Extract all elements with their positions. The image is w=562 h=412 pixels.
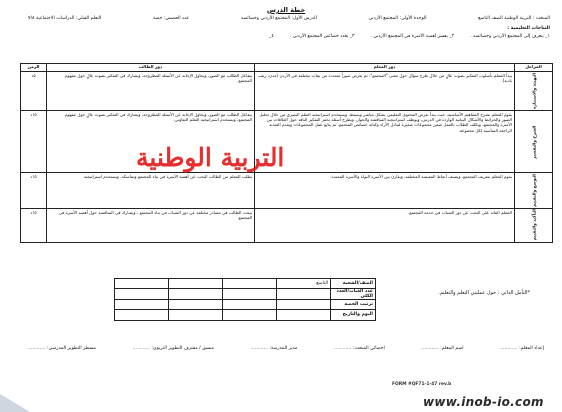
self-reflection-note: *التأمل الذاتي : حول عمليتي التعلم والتعليم. bbox=[438, 290, 530, 296]
tracking-cell bbox=[223, 279, 277, 289]
tracking-cell bbox=[169, 289, 223, 300]
table-row bbox=[21, 208, 553, 242]
tracking-cell bbox=[277, 300, 331, 310]
lesson-field: الدرس الأول: المجتمع الأردني وخصائصه bbox=[240, 16, 317, 21]
tracking-label: عدد الغياب/العدد الكلي bbox=[331, 289, 376, 300]
tracking-cell bbox=[115, 310, 169, 320]
signature-field: منسق / مشرف التطوير التربوي: ............ bbox=[132, 346, 214, 351]
tracking-row bbox=[115, 289, 376, 300]
time-header: الزمن bbox=[21, 64, 47, 72]
tracking-cell bbox=[115, 279, 169, 289]
teacher-role-cell: يقوم المعلم بشرح المفاهيم الأساسية، حيث يبدأ بعرض المحتوى التعليمي بشكل مباشر وبسيط، ويستخدم استراتيجية التعلم البصري من خلال تحليل الصور والخرائط والأشكال البيانية الواردة في الدرس، ويوظف استراتيجية المناقشة والحوار، ويطرح أسئلة تحفز التفكير الناقد حول العلاقات بين الأسرة والمجتمع، ويكلف الطلاب بالعمل ضمن مجموعات صغيرة لتبادل الآراء وكتابة خصائص المجتمع، ثم يتابع عمل المجموعات ويقدم التغذية الراجعة المناسبة لكل مجموعة. bbox=[255, 111, 515, 173]
student-role-cell: يبحث الطالب في مصادر مختلفة عن دور الشباب في بناء المجتمع ، ويشارك في المناقشة حول أهمية الأسرة في المجتمع. bbox=[47, 208, 255, 242]
tracking-cell bbox=[277, 310, 331, 320]
tracking-cell bbox=[277, 289, 331, 300]
lesson-plan-page bbox=[20, 6, 552, 387]
lesson-plan-table bbox=[20, 63, 553, 243]
signature-field: اسم المعلم: ............ bbox=[421, 346, 464, 351]
tracking-cell bbox=[115, 300, 169, 310]
red-stamp-overlay: التربية الوطنية bbox=[136, 143, 285, 172]
stage-cell: الشرح والتفسير bbox=[515, 111, 553, 173]
outcome-item: ٢_ يفسر أهمية الأسرة في المجتمع الأردني . bbox=[370, 34, 455, 39]
tracking-section bbox=[20, 278, 552, 340]
outcomes-line bbox=[20, 33, 552, 41]
outcome-item: ١_ يتعرف إلى المجتمع الأردني وخصائصه . bbox=[470, 34, 550, 39]
time-cell: ١٥د bbox=[21, 208, 47, 242]
student-role-header: دور الطالب bbox=[47, 64, 255, 72]
prior-learning-field: التعلم القبلي: الدراسات الاجتماعية ٧/٨ bbox=[28, 16, 102, 21]
student-role-cell: يطلب المعلم من الطالب البحث عن أهمية الأسرة في بناء المجتمع وتماسكه، ويستخدم استراتيجية bbox=[47, 173, 255, 209]
signature-field: إعداد المعلم: ............ bbox=[500, 346, 544, 351]
subject-field: المبحث : التربية الوطنية الصف التاسع bbox=[478, 16, 550, 21]
signature-field: اخصائي المبحث: ............ bbox=[333, 346, 385, 351]
tracking-cell bbox=[223, 300, 277, 310]
stage-cell: التوسع والتقييم bbox=[515, 173, 553, 209]
decorative-corner-icon bbox=[0, 394, 30, 412]
teacher-role-cell: المعلم القائد على البحث عن دور الشباب في خدمة المجتمع. bbox=[255, 208, 515, 242]
tracking-row bbox=[115, 279, 376, 289]
tracking-cell: التاسع bbox=[277, 279, 331, 289]
tracking-label: اليوم والتاريخ bbox=[331, 310, 376, 320]
table-row bbox=[21, 111, 553, 173]
table-header-row bbox=[21, 64, 553, 72]
time-cell: ١٥د bbox=[21, 111, 47, 173]
tracking-cell bbox=[169, 300, 223, 310]
signatures-line bbox=[20, 346, 552, 351]
tracking-cell bbox=[223, 310, 277, 320]
tracking-cell bbox=[169, 279, 223, 289]
time-cell: ١٥د bbox=[21, 173, 47, 209]
tracking-cell bbox=[169, 310, 223, 320]
stage-header: المراحل bbox=[515, 64, 553, 72]
tracking-row bbox=[115, 310, 376, 320]
tracking-table bbox=[114, 278, 376, 321]
student-role-cell: يتفاعل الطالب مع الصور، ويحاول الإجابة عن الأسئلة المطروحة، ويشارك في التفكير بصوت عالٍ حول مفهوم المجتمع. bbox=[47, 72, 255, 111]
signature-field: مسطر التطوير المدرسي: ............ bbox=[28, 346, 96, 351]
outcome-item: ٤_ bbox=[269, 34, 274, 39]
teacher-role-cell: يقوم المعلم بتعريف المجتمع، ويصنف أنماط المعيشة المختلفة، ويقارن بين الأسرة النواة والأسرة الممتدة. bbox=[255, 173, 515, 209]
table-row bbox=[21, 173, 553, 209]
lesson-info-line bbox=[20, 15, 552, 23]
stage-cell: التأكيد والتقييم bbox=[515, 208, 553, 242]
teacher-role-cell: يبدأ المعلم بأسلوب التفكير بصوت عالٍ من خلال طرح سؤال حول معنى "المجتمع"، ثم يعرض صوراً متعددة من بيئات مختلفة في الأردن (مدن، ريف، بادية). bbox=[255, 72, 515, 111]
student-role-cell: يتفاعل الطالب مع الصور، ويحاول الإجابة عن الأسئلة المطروحة، ويشارك في التفكير بصوت عالٍ حول مفهوم المجتمع، ويستخدم استراتيجية التعلم التعاوني. bbox=[47, 111, 255, 173]
signature-field: مدير المدرسة: ............ bbox=[250, 346, 298, 351]
form-code: FORM #QF71-1-47 rev.b bbox=[392, 382, 452, 387]
unit-field: الوحدة الأولى: المجتمع الأردني bbox=[368, 16, 427, 21]
outcome-item: ٣_ يعدد خصائص المجتمع الأردني . bbox=[289, 34, 355, 39]
tracking-row bbox=[115, 300, 376, 310]
table-row bbox=[21, 72, 553, 111]
tracking-label: الصف/الشعبة bbox=[331, 279, 376, 289]
tracking-cell bbox=[115, 289, 169, 300]
outcomes-label: النتاجات التعليمية : bbox=[507, 26, 550, 31]
teacher-role-header: دور المعلم bbox=[255, 64, 515, 72]
stage-cell: التهيئة والاستثارة bbox=[515, 72, 553, 111]
tracking-label: ترتيب الحصة bbox=[331, 300, 376, 310]
periods-field: عدد الحصص: حصة bbox=[153, 16, 190, 21]
page-title: خطة الدرس bbox=[266, 6, 306, 14]
tracking-cell bbox=[223, 289, 277, 300]
site-watermark: www.inob-io.com bbox=[423, 395, 544, 409]
time-cell: ٥د bbox=[21, 72, 47, 111]
